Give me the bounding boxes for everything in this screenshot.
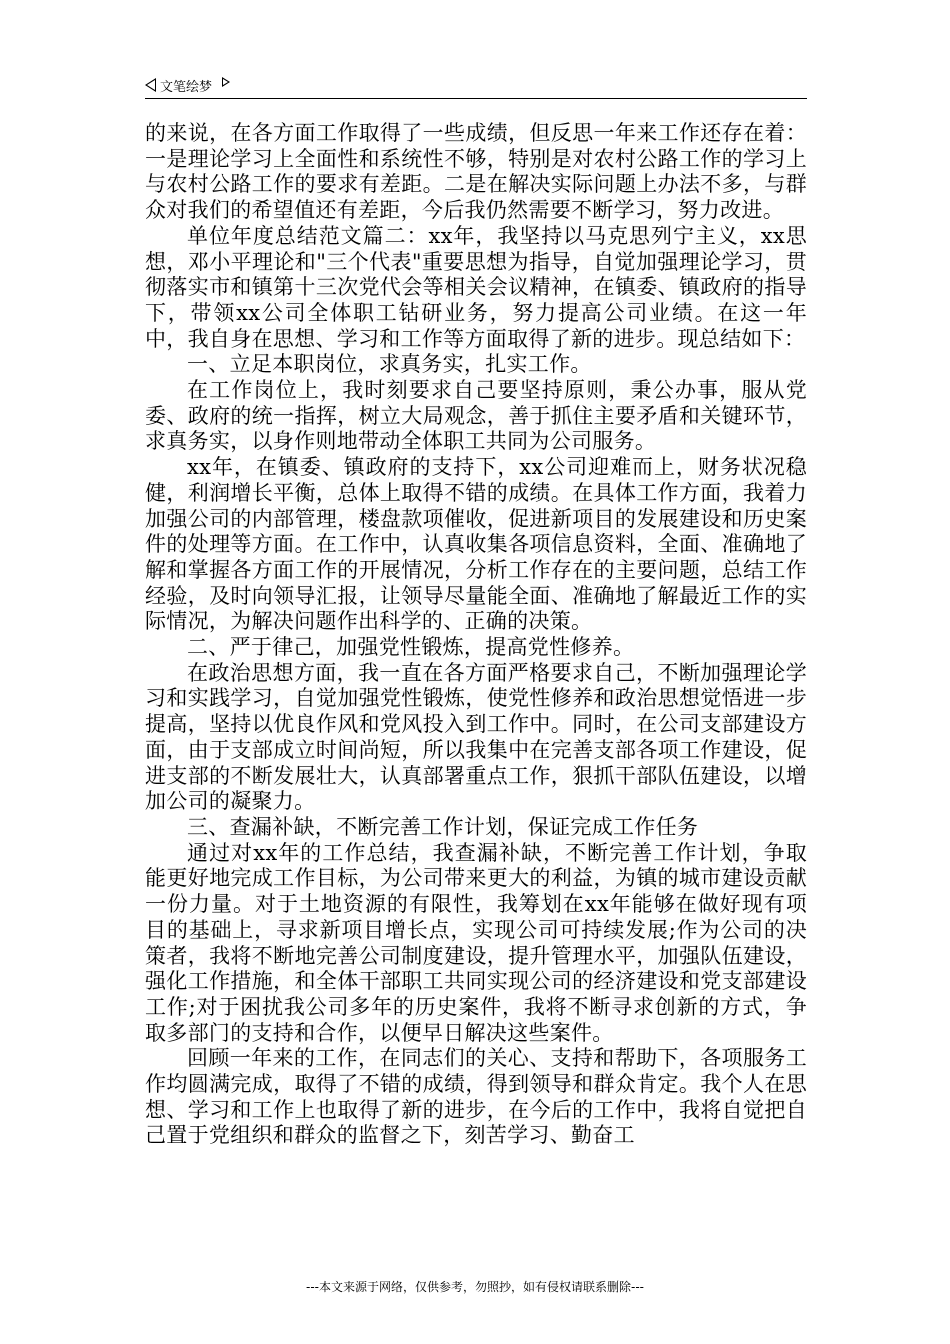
document-body	[145, 121, 807, 1149]
page-header	[145, 72, 807, 98]
paragraph: 在政治思想方面，我一直在各方面严格要求自己，不断加强理论学习和实践学习，自觉加强党性锻炼，使党性修养和政治思想觉悟进一步提高，坚持以优良作风和党风投入到工作中。同时，在公司支部建设方面，由于支部成立时间尚短，所以我集中在完善支部各项工作建设，促进支部的不断发展壮大，认真部署重点工作，狠抓干部队伍建设，以增加公司的凝聚力。	[145, 660, 807, 814]
paragraph: 通过对xx年的工作总结，我查漏补缺，不断完善工作计划，争取能更好地完成工作目标，为公司带来更大的利益，为镇的城市建设贡献一份力量。对于土地资源的有限性，我筹划在xx年能够在做好现有项目的基础上，寻求新项目增长点，实现公司可持续发展;作为公司的决策者，我将不断地完善公司制度建设，提升管理水平，加强队伍建设，强化工作措施，和全体干部职工共同实现公司的经济建设和党支部建设工作;对于困扰我公司多年的历史案件，我将不断寻求创新的方式，争取多部门的支持和合作，以便早日解决这些案件。	[145, 840, 807, 1045]
paragraph: 在工作岗位上，我时刻要求自己要坚持原则，秉公办事，服从党委、政府的统一指挥，树立大局观念，善于抓住主要矛盾和关键环节，求真务实，以身作则地带动全体职工共同为公司服务。	[145, 378, 807, 454]
footer-notice: ---本文来源于网络，仅供参考，勿照抄，如有侵权请联系删除---	[306, 1280, 644, 1294]
triangle-right-icon	[222, 77, 230, 87]
paragraph: 回顾一年来的工作，在同志们的关心、支持和帮助下，各项服务工作均圆满完成，取得了不错的成绩，得到领导和群众肯定。我个人在思想、学习和工作上也取得了新的进步，在今后的工作中，我将自觉把自己置于党组织和群众的监督之下，刻苦学习、勤奋工	[145, 1046, 807, 1148]
triangle-left-icon	[145, 78, 156, 92]
section-heading: 一、立足本职岗位，求真务实，扎实工作。	[187, 352, 592, 377]
section-heading: 三、查漏补缺，不断完善工作计划，保证完成工作任务	[187, 814, 699, 839]
header-divider	[145, 98, 807, 99]
header-brand: 文笔绘梦	[160, 79, 213, 95]
paragraph: xx年，在镇委、镇政府的支持下，xx公司迎难而上，财务状况稳健，利润增长平衡，总体上取得不错的成绩。在具体工作方面，我着力加强公司的内部管理，楼盘款项催收，促进新项目的发展建设和历史案件的处理等方面。在工作中，认真收集各项信息资料，全面、准确地了解和掌握各方面工作的开展情况，分析工作存在的主要问题，总结工作经验，及时向领导汇报，让领导尽量能全面、准确地了解最近工作的实际情况，为解决问题作出科学的、正确的决策。	[145, 455, 807, 634]
paragraph: 单位年度总结范文篇二：xx年，我坚持以马克思列宁主义，xx思想，邓小平理论和"三个代表"重要思想为指导，自觉加强理论学习，贯彻落实市和镇第十三次党代会等相关会议精神，在镇委、镇政府的指导下，带领xx公司全体职工钻研业务，努力提高公司业绩。在这一年中，我自身在思想、学习和工作等方面取得了新的进步。现总结如下：	[145, 223, 807, 351]
paragraph: 的来说，在各方面工作取得了一些成绩，但反思一年来工作还存在着：一是理论学习上全面性和系统性不够，特别是对农村公路工作的学习上与农村公路工作的要求有差距。二是在解决实际问题上办法不多，与群众对我们的希望值还有差距，今后我仍然需要不断学习，努力改进。	[145, 121, 807, 223]
section-heading: 二、严于律己，加强党性锻炼，提高党性修养。	[187, 635, 635, 660]
